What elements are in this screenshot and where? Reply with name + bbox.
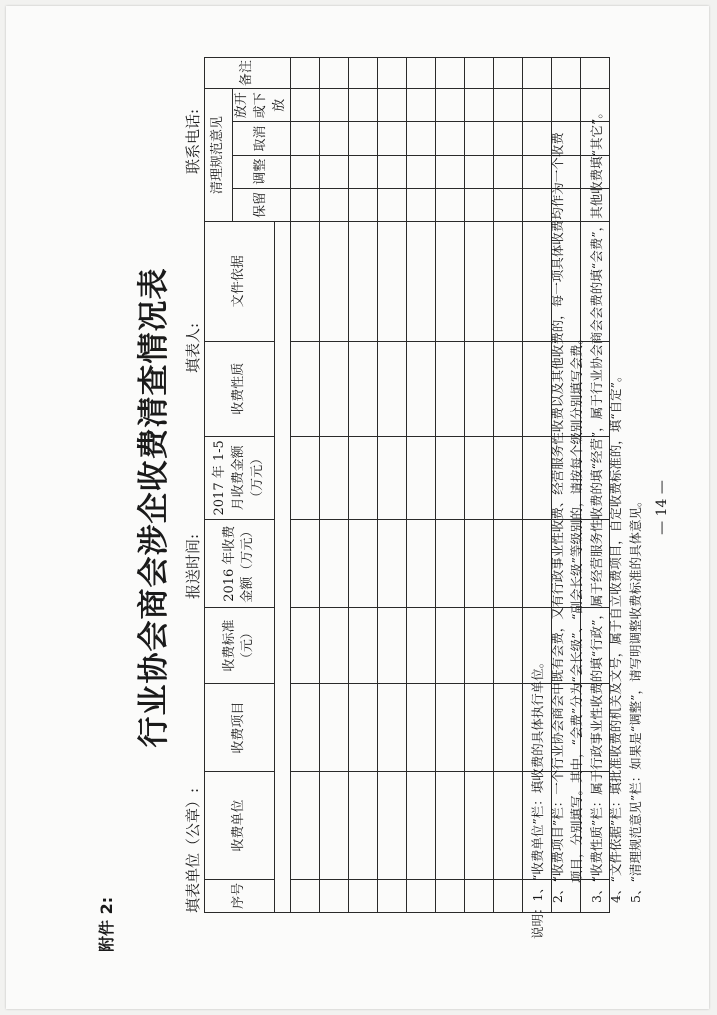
notes-item-2-cont: 项目，分别填写。其中，“会费”分为“会长级”、“副会长级”等级别的，请按每个级别分别填写会费。 — [569, 332, 584, 883]
table-cell[interactable] — [435, 879, 464, 912]
header-keep: 保留 — [233, 188, 291, 221]
table-cell[interactable] — [290, 122, 319, 155]
table-cell[interactable] — [348, 341, 377, 436]
table-cell[interactable] — [406, 683, 435, 772]
table-row — [319, 58, 348, 913]
table-cell[interactable] — [406, 436, 435, 519]
header-adjust: 调整 — [233, 155, 291, 188]
table-cell[interactable] — [377, 879, 406, 912]
table-cell[interactable] — [290, 89, 319, 122]
header-seq: 序号 — [205, 879, 275, 912]
table-cell[interactable] — [348, 58, 377, 89]
header-release: 放开或下放 — [233, 89, 291, 122]
table-cell[interactable] — [406, 155, 435, 188]
table-cell[interactable] — [464, 122, 493, 155]
header-spacer — [274, 222, 290, 913]
table-cell[interactable] — [319, 155, 348, 188]
table-cell[interactable] — [377, 122, 406, 155]
table-row — [348, 58, 377, 913]
header-amount-2016: 2016 年收费金额（万元） — [205, 519, 275, 608]
table-row — [493, 58, 522, 913]
table-row — [435, 58, 464, 913]
table-cell[interactable] — [348, 122, 377, 155]
table-cell[interactable] — [377, 89, 406, 122]
table-cell[interactable] — [406, 58, 435, 89]
table-cell[interactable] — [435, 122, 464, 155]
table-cell[interactable] — [435, 222, 464, 342]
table-cell[interactable] — [377, 341, 406, 436]
notes-item-3: 3、“收费性质”栏：属于行政事业性收费的填“行政”，属于经营服务性收费的填“经营”，属于行业协会商会会费的填“会费”，其他收费填“其它”。 — [588, 106, 604, 903]
table-cell[interactable] — [493, 772, 522, 879]
table-cell[interactable] — [377, 188, 406, 221]
table-cell[interactable] — [435, 683, 464, 772]
table-cell[interactable] — [377, 155, 406, 188]
table-cell[interactable] — [319, 222, 348, 342]
header-remarks: 备注 — [205, 58, 291, 89]
notes-item-4: 4、“文件依据”栏：填批准收费的机关及文号，属于自立收费项目，自定收费标准的，填“自定”。 — [608, 369, 623, 903]
table-cell[interactable] — [406, 608, 435, 683]
table-cell[interactable] — [377, 683, 406, 772]
table-cell[interactable] — [406, 89, 435, 122]
table-cell[interactable] — [348, 155, 377, 188]
table-cell[interactable] — [319, 683, 348, 772]
table-cell[interactable] — [377, 519, 406, 608]
table-cell[interactable] — [464, 89, 493, 122]
table-cell[interactable] — [464, 608, 493, 683]
table-cell[interactable] — [435, 155, 464, 188]
table-cell[interactable] — [348, 608, 377, 683]
header-item: 收费项目 — [205, 683, 275, 772]
table-cell[interactable] — [464, 58, 493, 89]
table-cell[interactable] — [290, 188, 319, 221]
table-cell[interactable] — [377, 436, 406, 519]
table-cell[interactable] — [348, 519, 377, 608]
header-nature: 收费性质 — [205, 341, 275, 436]
table-cell[interactable] — [435, 89, 464, 122]
notes-section — [528, 39, 645, 939]
table-cell[interactable] — [290, 519, 319, 608]
table-cell[interactable] — [406, 122, 435, 155]
notes-item-2: 2、“收费项目”栏：一个行业协会商会中既有会费，又有行政事业性收费、经营服务性收费以及其他收费的，每一项具体收费均作为一个收费 — [549, 132, 565, 903]
table-cell[interactable] — [290, 341, 319, 436]
table-cell[interactable] — [348, 436, 377, 519]
table-cell[interactable] — [319, 89, 348, 122]
table-cell[interactable] — [290, 772, 319, 879]
phone-label: 联系电话: — [184, 108, 202, 174]
table-row — [290, 58, 319, 913]
table-cell[interactable] — [464, 519, 493, 608]
notes-item-5: 5、“清理规范意见”栏：如果是“调整”，请写明调整收费标准的具体意见。 — [627, 494, 643, 903]
table-cell[interactable] — [464, 188, 493, 221]
table-cell[interactable] — [406, 222, 435, 342]
table-cell[interactable] — [406, 879, 435, 912]
table-cell[interactable] — [377, 222, 406, 342]
table-cell[interactable] — [406, 519, 435, 608]
table-cell[interactable] — [290, 58, 319, 89]
table-cell[interactable] — [435, 436, 464, 519]
table-cell[interactable] — [435, 341, 464, 436]
table-cell[interactable] — [348, 222, 377, 342]
report-time-label: 报送时间: — [184, 533, 202, 599]
table-cell[interactable] — [290, 155, 319, 188]
table-cell[interactable] — [319, 341, 348, 436]
table-cell[interactable] — [493, 683, 522, 772]
form-title: 行业协会商会涉企收费清查情况表 — [136, 267, 172, 748]
table-cell[interactable] — [319, 58, 348, 89]
header-amount-2017: 2017 年 1-5 月收费金额（万元） — [205, 436, 275, 519]
table-cell[interactable] — [319, 879, 348, 912]
header-standard: 收费标准（元） — [205, 608, 275, 683]
notes-heading: 说明： — [530, 901, 545, 939]
table-cell[interactable] — [377, 772, 406, 879]
table-cell[interactable] — [464, 155, 493, 188]
table-cell[interactable] — [493, 341, 522, 436]
filler-label: 填表人: — [184, 322, 202, 373]
notes-item-1: 说明：1、“收费单位”栏：填收费的具体执行单位。 — [530, 655, 545, 939]
table-cell[interactable] — [464, 436, 493, 519]
table-cell[interactable] — [493, 879, 522, 912]
table-cell[interactable] — [319, 436, 348, 519]
table-cell[interactable] — [290, 222, 319, 342]
table-cell[interactable] — [493, 155, 522, 188]
table-cell[interactable] — [406, 188, 435, 221]
table-cell[interactable] — [493, 58, 522, 89]
table-cell[interactable] — [464, 772, 493, 879]
table-cell[interactable] — [319, 608, 348, 683]
table-cell[interactable] — [319, 772, 348, 879]
table-cell[interactable] — [464, 683, 493, 772]
table-cell[interactable] — [493, 188, 522, 221]
table-cell[interactable] — [493, 122, 522, 155]
table-cell[interactable] — [435, 58, 464, 89]
table-cell[interactable] — [319, 188, 348, 221]
table-cell[interactable] — [348, 772, 377, 879]
table-cell[interactable] — [493, 89, 522, 122]
table-cell[interactable] — [435, 519, 464, 608]
table-cell[interactable] — [290, 879, 319, 912]
table-cell[interactable] — [348, 683, 377, 772]
table-cell[interactable] — [290, 608, 319, 683]
table-cell[interactable] — [464, 879, 493, 912]
table-cell[interactable] — [290, 683, 319, 772]
table-cell[interactable] — [435, 772, 464, 879]
table-cell[interactable] — [319, 519, 348, 608]
table-cell[interactable] — [319, 122, 348, 155]
table-row — [406, 58, 435, 913]
page-number: — 14 — — [654, 480, 670, 535]
rotated-form — [6, 6, 709, 1009]
table-cell[interactable] — [348, 89, 377, 122]
table-row — [464, 58, 493, 913]
table-cell[interactable] — [435, 608, 464, 683]
filling-unit-label: 填表单位（公章）: — [184, 787, 202, 913]
table-cell[interactable] — [435, 188, 464, 221]
table-cell[interactable] — [493, 436, 522, 519]
table-cell[interactable] — [348, 879, 377, 912]
table-cell[interactable] — [464, 222, 493, 342]
table-cell[interactable] — [493, 519, 522, 608]
table-cell[interactable] — [406, 341, 435, 436]
header-basis: 文件依据 — [205, 222, 275, 342]
attachment-label: 附件 2: — [97, 896, 116, 952]
table-cell[interactable] — [493, 608, 522, 683]
table-cell[interactable] — [406, 772, 435, 879]
header-opinion-group: 清理规范意见 — [205, 89, 233, 222]
table-cell[interactable] — [348, 188, 377, 221]
table-cell[interactable] — [290, 436, 319, 519]
header-cancel: 取消 — [233, 122, 291, 155]
table-cell[interactable] — [377, 608, 406, 683]
header-unit: 收费单位 — [205, 772, 275, 879]
table-cell[interactable] — [377, 58, 406, 89]
table-row — [377, 58, 406, 913]
table-cell[interactable] — [493, 222, 522, 342]
table-cell[interactable] — [464, 341, 493, 436]
